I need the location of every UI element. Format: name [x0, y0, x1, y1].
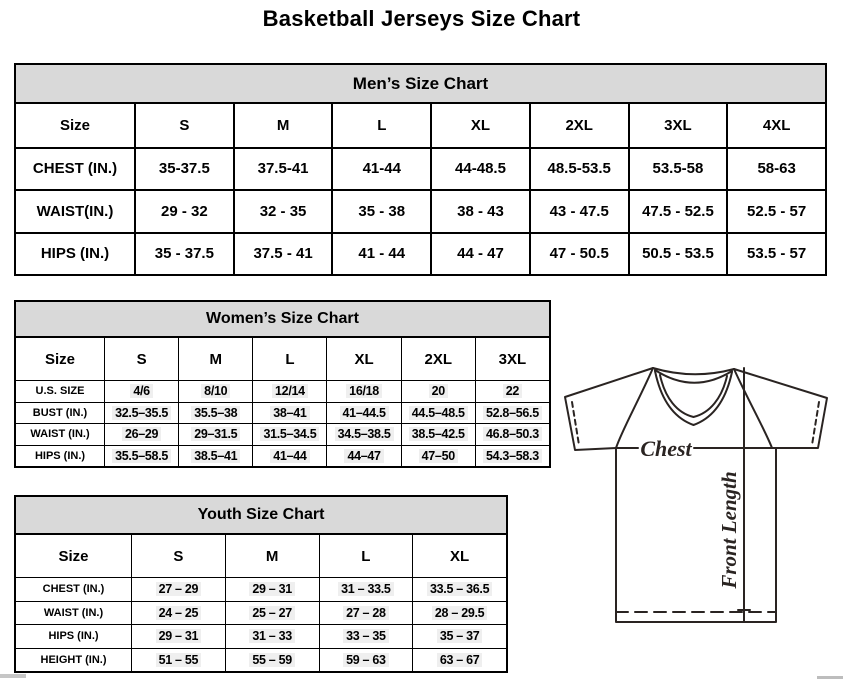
value-cell: 47 - 50.5 [529, 232, 628, 275]
value-cell: 16/18 [326, 380, 400, 402]
value-cell: 37.5 - 41 [233, 232, 332, 275]
value-cell: 46.8–50.3 [475, 423, 549, 445]
value-cell: 63 – 67 [412, 648, 506, 672]
value-cell: 28 – 29.5 [412, 601, 506, 625]
value-cell: 54.3–58.3 [475, 445, 549, 467]
row-label-cell: U.S. SIZE [16, 380, 104, 402]
womens-size-chart [14, 300, 551, 468]
value-cell: 33.5 – 36.5 [412, 577, 506, 601]
right-cuff-dashed-line [812, 402, 819, 445]
row-label-cell: CHEST (IN.) [16, 147, 134, 190]
collar-inner-v [660, 375, 727, 417]
value-cell: 53.5-58 [628, 147, 727, 190]
value-cell: 41-44 [331, 147, 430, 190]
header-cell: XL [412, 535, 506, 577]
value-cell: 35 - 38 [331, 189, 430, 232]
header-cell: Size [58, 547, 89, 565]
right-armhole-seam [734, 369, 772, 448]
row-label-cell: HEIGHT (IN.) [16, 648, 131, 672]
header-cell: Size [44, 350, 75, 368]
row-label-cell: HIPS (IN.) [16, 624, 131, 648]
womens-chart-title: Women’s Size Chart [16, 302, 549, 338]
value-cell: 12/14 [252, 380, 326, 402]
value-cell: 35-37.5 [134, 147, 233, 190]
jersey-outline [565, 368, 827, 622]
header-cell: 4XL [726, 104, 825, 147]
value-cell: 35.5–58.5 [104, 445, 178, 467]
row-label-cell: WAIST (IN.) [16, 423, 104, 445]
row-label-cell: WAIST (IN.) [16, 601, 131, 625]
value-cell: 44 - 47 [430, 232, 529, 275]
row-label-cell: WAIST(IN.) [16, 189, 134, 232]
value-cell: 37.5-41 [233, 147, 332, 190]
value-cell: 31 – 33.5 [319, 577, 413, 601]
cropped-ui-fragment-left [0, 674, 26, 678]
front-length-label: Front Length [717, 471, 741, 589]
header-cell: Size [59, 116, 90, 134]
chest-label: Chest [640, 436, 692, 461]
value-cell: 33 – 35 [319, 624, 413, 648]
value-cell: 51 – 55 [131, 648, 225, 672]
womens-table [16, 338, 549, 466]
value-cell: 24 – 25 [131, 601, 225, 625]
mens-chart-title: Men’s Size Chart [16, 65, 825, 104]
header-cell: 3XL [475, 338, 549, 380]
header-cell: M [225, 535, 319, 577]
value-cell: 4/6 [104, 380, 178, 402]
value-cell: 29 – 31 [225, 577, 319, 601]
value-cell: 41–44.5 [326, 402, 400, 424]
value-cell: 38 - 43 [430, 189, 529, 232]
value-cell: 52.5 - 57 [726, 189, 825, 232]
value-cell: 20 [401, 380, 475, 402]
value-cell: 55 – 59 [225, 648, 319, 672]
value-cell: 22 [475, 380, 549, 402]
mens-size-chart [14, 63, 827, 276]
value-cell: 41 - 44 [331, 232, 430, 275]
row-label-cell: HIPS (IN.) [16, 445, 104, 467]
value-cell: 29 – 31 [131, 624, 225, 648]
value-cell: 59 – 63 [319, 648, 413, 672]
header-cell: S [134, 104, 233, 147]
header-cell: L [252, 338, 326, 380]
youth-size-chart [14, 495, 508, 673]
header-cell: S [131, 535, 225, 577]
value-cell: 35 - 37.5 [134, 232, 233, 275]
value-cell: 47.5 - 52.5 [628, 189, 727, 232]
value-cell: 38.5–41 [178, 445, 252, 467]
value-cell: 31.5–34.5 [252, 423, 326, 445]
value-cell: 53.5 - 57 [726, 232, 825, 275]
value-cell: 35 – 37 [412, 624, 506, 648]
youth-table [16, 535, 506, 671]
value-cell: 29 - 32 [134, 189, 233, 232]
mens-table [16, 104, 825, 274]
value-cell: 35.5–38 [178, 402, 252, 424]
collar-top-arc [653, 368, 734, 374]
value-cell: 43 - 47.5 [529, 189, 628, 232]
value-cell: 50.5 - 53.5 [628, 232, 727, 275]
header-cell: XL [326, 338, 400, 380]
value-cell: 27 – 29 [131, 577, 225, 601]
value-cell: 27 – 28 [319, 601, 413, 625]
header-cell: 2XL [401, 338, 475, 380]
header-cell: M [178, 338, 252, 380]
value-cell: 32 - 35 [233, 189, 332, 232]
value-cell: 58-63 [726, 147, 825, 190]
value-cell: 38.5–42.5 [401, 423, 475, 445]
value-cell: 52.8–56.5 [475, 402, 549, 424]
value-cell: 26–29 [104, 423, 178, 445]
value-cell: 8/10 [178, 380, 252, 402]
value-cell: 34.5–38.5 [326, 423, 400, 445]
header-cell: M [233, 104, 332, 147]
value-cell: 44–47 [326, 445, 400, 467]
header-cell: 3XL [628, 104, 727, 147]
jersey-measurement-diagram [556, 358, 838, 634]
value-cell: 48.5-53.5 [529, 147, 628, 190]
page-title: Basketball Jerseys Size Chart [262, 6, 581, 31]
value-cell: 25 – 27 [225, 601, 319, 625]
youth-chart-title: Youth Size Chart [16, 497, 506, 535]
value-cell: 44.5–48.5 [401, 402, 475, 424]
header-cell: S [104, 338, 178, 380]
value-cell: 44-48.5 [430, 147, 529, 190]
value-cell: 41–44 [252, 445, 326, 467]
value-cell: 31 – 33 [225, 624, 319, 648]
header-cell: L [319, 535, 413, 577]
header-cell: 2XL [529, 104, 628, 147]
value-cell: 38–41 [252, 402, 326, 424]
header-cell: XL [430, 104, 529, 147]
value-cell: 47–50 [401, 445, 475, 467]
row-label-cell: CHEST (IN.) [16, 577, 131, 601]
value-cell: 32.5–35.5 [104, 402, 178, 424]
value-cell: 29–31.5 [178, 423, 252, 445]
header-cell: L [331, 104, 430, 147]
row-label-cell: BUST (IN.) [16, 402, 104, 424]
row-label-cell: HIPS (IN.) [16, 232, 134, 275]
